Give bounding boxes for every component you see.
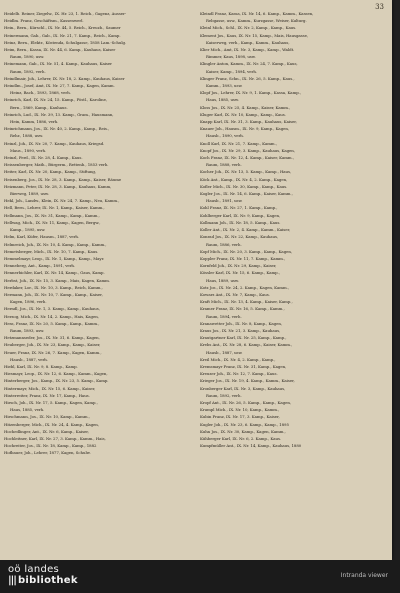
directory-entry: Raum, 1892, verh. bbox=[206, 392, 242, 398]
directory-entry: Herbst, Joh., IX. Nr. 15, 3. Kamp., Mais, Kagen, Kamm. bbox=[4, 277, 110, 283]
directory-entry: Krautgartner Karl, IX. Nr. 25, Kamp., Kamp., bbox=[200, 335, 287, 341]
directory-entry: Heinz, Bern., Elektr., Köstenda, Schulgasse, 1858 Lam.-Schulg. bbox=[4, 39, 127, 45]
directory-entry: Knauer Joh., Hausm., IX. Nr. 9, Kamp., Kagen, bbox=[200, 126, 290, 132]
directory-entry: Raum, 1888, verh. bbox=[206, 162, 242, 168]
directory-entry: Haus, 1885, usw. bbox=[206, 97, 239, 103]
directory-entry: Heiter, Karl, IX. Nr. 20, Kamp., Kamp., Stiftung, bbox=[4, 169, 97, 175]
directory-entry: Heindlmair, Joh., Lehrer, IX. Nr. 18, 2. Kamp., Kauhaus, Kaiser bbox=[4, 75, 125, 81]
directory-entry: Hemetsberger, Mich., IX. Nr. 10, 7. Kamp., Kaus. bbox=[4, 248, 99, 254]
directory-entry: Kuhn Jos., IX. Nr. 30, Kamp., Kagen, Kamm., bbox=[200, 428, 286, 434]
directory-entry: Heizmann, Peter, IX. Nr. 28, 3. Kamp., Kauhaus, Kamm, bbox=[4, 183, 112, 189]
directory-entry: Bern., 1869, Kamp., Kauhaus. bbox=[10, 104, 68, 110]
directory-entry: Heinrichmann, Jos., IX. Nr. 40, 2. Kamp., Kamp., Reis., bbox=[4, 126, 110, 132]
directory-entry: Henneberg, Ant., Kamp., 1891, verh. bbox=[4, 263, 76, 269]
directory-entry: Kohlberger Karl, IX. Nr. 9, Kamp., Kagen, bbox=[200, 212, 281, 218]
directory-entry: Kamm., 1893, usw. bbox=[206, 83, 243, 89]
directory-entry: Kramer Franz, IX. Nr. 16, 5. Kamp., Kamm., bbox=[200, 306, 285, 312]
logo-line-2 bbox=[8, 575, 78, 586]
logo-line-2-text: bibliothek bbox=[17, 575, 78, 586]
directory-entry: Hochedlinger, Ant., IX. Nr. 6, Kamp., Kaiser, bbox=[4, 428, 89, 434]
directory-entry: Hiesmayr, Leop., IX. Nr. 12, 6. Kamp., Kamm., Kagen, bbox=[4, 371, 108, 377]
directory-entry: Raum, 1894, verh. bbox=[206, 313, 242, 319]
directory-entry: Rebgasse, usw., Kamm., Kurzgasse, Weiser, Kulturg. bbox=[206, 18, 307, 24]
directory-entry: Hess, Franz, IX. Nr. 20, 5. Kamp., Kamp., Kamm., bbox=[4, 320, 100, 326]
directory-entry: Hekl, Joh., Landw., Klein, IX. Nr. 24, 7. Kamp., Neu, Kamm., bbox=[4, 198, 120, 204]
directory-entry: Krebs Ant., IX. Nr. 28, 6. Kamp., Kaiser, Kamm., bbox=[200, 342, 293, 348]
directory-entry: Kumpfmüller Ant., IX. Nr. 14, Kamp., Kauhaus, 1880 bbox=[200, 443, 302, 449]
directory-entry: Hellwag, Mich., IX. Nr. 11, Kamp., Kagen, Bergw., bbox=[4, 219, 101, 225]
directory-entry: Kronberger Karl, IX. Nr. 3, Kamp., Kauhaus, bbox=[200, 385, 286, 391]
directory-entry: Heinrich, Lud., IX. Nr. 39, 13. Kamp., Gram., Hausmann, bbox=[4, 111, 114, 117]
directory-entry: Hinterreiter, Franz, IX. Nr. 17, Kamp., Haus. bbox=[4, 392, 90, 398]
directory-entry: Kraus Jos., IX. Nr. 21, 3. Kamp., Kauhaus, bbox=[200, 327, 281, 333]
directory-entry: Kopf Mich., IX. Nr. 20, 3. Kamp., Kamp., Kagen, bbox=[200, 248, 293, 254]
directory-entry: Hemmelmayr, Leop., IX. Nr. 1, Kamp., Kamp., Mayr. bbox=[4, 255, 105, 261]
directory-entry: Bierweg, 1889, usw. bbox=[10, 191, 49, 197]
directory-entry: Heinemann, Gab., IX. Nr. 51, 4. Kamp., Kauhaus, Kaiser bbox=[4, 61, 112, 67]
directory-entry: Köck Ant., Kamp., IX. Nr. 4, 2. Kamp., Kagen, bbox=[200, 176, 288, 182]
logo-line-1: oö landes bbox=[8, 564, 60, 575]
directory-entry: Kohl Franz, IX. Nr. 27, 1. Kamp., Kamp., bbox=[200, 205, 278, 211]
directory-entry: Helmreich, Joh., IX. Nr. 10, 4. Kamp., Kamp., Kamm., bbox=[4, 241, 107, 247]
directory-entry: Kagen, 1896, verh. bbox=[10, 299, 47, 305]
library-logo[interactable] bbox=[8, 564, 78, 586]
directory-entry: Krumpl Mich., IX. Nr. 10, Kamp., Kamm., bbox=[200, 407, 280, 413]
directory-entry: Heinzl, Joh., IX. Nr. 20, 7. Kamp., Kauhaus, Kriegsd. bbox=[4, 140, 105, 146]
directory-entry: Klier Mich., Amt, IX. Nr. 3, Kamp., Kamp., Waldt. bbox=[200, 47, 295, 53]
directory-entry: Kugler Joh., IX. Nr. 23, 6. Kamp., Kamp., 1895 bbox=[200, 421, 289, 427]
directory-entry: Kofler Mich., IX. Nr. 30, Kamp., Kamp., Kaus. bbox=[200, 183, 288, 189]
directory-entry: Rimmer, Kaus, 1898, usw. bbox=[206, 54, 256, 60]
directory-entry: Heisenberg, Jos., IX. Nr. 28, 3. Kamp., Kamp., Kaiser, Räume bbox=[4, 176, 122, 182]
directory-entry: Kocher Joh., IX. Nr. 13, 5. Kamp., Kamp., Haus, bbox=[200, 169, 292, 175]
directory-entry: Heim, Bern., Kassa, IX. Nr. 44, 6. Kamp., Kauhaus, Kaiser bbox=[4, 47, 116, 53]
directory-entry: Heissenberger, Math., Bürgerm., Rettenb., 1853 verh. bbox=[4, 162, 109, 168]
directory-entry: Hausb., 1887, verh. bbox=[10, 356, 48, 362]
directory-entry: Kluger Karl, IX. Nr. 10, Kamp., Kamp., Kaus. bbox=[200, 111, 286, 117]
directory-entry: Haus, 1889, usw. bbox=[206, 277, 239, 283]
directory-entry: Koller Ant., IX. Nr. 2, 4. Kamp., Kamm., Kaiser, bbox=[200, 227, 291, 233]
directory-entry: Heinzl, Ferd., IX. Nr. 28, 4. Kamp., Kaus. bbox=[4, 155, 83, 161]
viewer-footer bbox=[0, 560, 400, 593]
directory-entry: Hausb., 1890, verh. bbox=[206, 133, 244, 139]
directory-entry: Kubin Franz, IX. Nr. 17, 3. Kamp., Kaiser, bbox=[200, 414, 280, 420]
directory-entry: Kranawetter Joh., IX. Nr. 8, Kamp., Kagen, bbox=[200, 320, 283, 326]
directory-entry: Kaiser, Kamp., 1894, verh. bbox=[206, 68, 257, 74]
directory-entry: Hofbauer, Joh., Lehrer, 1877, Kagen, Schulw. bbox=[4, 450, 91, 456]
directory-entry: Hochleitner, Karl, IX. Nr. 27, 3. Kamp., Kamm., Hais, bbox=[4, 435, 106, 441]
directory-entry: Herzog, Mich., IX. Nr. 14, 2. Kamp., Hais, Kagen, bbox=[4, 313, 99, 319]
directory-entry: Helm, Karl, Küfer, Hausm., 1887, verh. bbox=[4, 234, 80, 240]
directory-entry: Raum, 1886, verh. bbox=[206, 241, 242, 247]
directory-entry: Kreil Mich., IX. Nr. 4, 2. Kamp., Kamp., bbox=[200, 356, 276, 362]
directory-entry: Hiebl, Karl, IX. Nr. 9, 8. Kamp., Kamp. bbox=[4, 363, 78, 369]
directory-entry: Kotz Jos., IX. Nr. 24, 2. Kamp., Kagen, Kamm., bbox=[200, 284, 289, 290]
directory-entry: Knopf Jos., IX. Nr. 29, 3. Kamp., Kauhaus, Kagen, bbox=[200, 147, 295, 153]
directory-entry: Kaiserweg, verh., Kamp., Kamm., Kauhaus, bbox=[206, 39, 290, 45]
logo-bars-icon: ||| bbox=[8, 575, 16, 586]
directory-entry: Heinrich, Karl, IX. Nr. 24, 15. Kamp., Pöstl., Karoline, bbox=[4, 97, 108, 103]
directory-entry: Klinger Franz, Schn., IX. Nr. 26, 5. Kamp., Kaus., bbox=[200, 75, 295, 81]
page-number: 33 bbox=[375, 3, 384, 11]
directory-entry: Raum, 1890, usw. bbox=[10, 54, 45, 60]
directory-entry: Heuberger, Joh., IX. Nr. 23, Kamp., Kamp., Kaiser, bbox=[4, 342, 101, 348]
directory-entry: Hirsch, Joh., IX. Nr. 17, 5. Kamp., Kagen, Kamp., bbox=[4, 399, 98, 405]
directory-entry: Heidlm. Franz, Geschäftsm., Kassenwerl. bbox=[4, 18, 84, 24]
directory-entry: Kössler Karl, IX. Nr. 15, 6. Kamp., Kamp., bbox=[200, 270, 280, 276]
directory-entry: Heinermann, Gab., Gab., IX. Nr. 21, 7. Kamp., Reich., Kamp. bbox=[4, 32, 121, 38]
directory-entry: Kropf Ant., IX. Nr. 26, 5. Kamp., Kamp., Kagen, bbox=[200, 399, 291, 405]
directory-entry: Kühberger Karl, IX. Nr. 6, 2. Kamp., Kaus. bbox=[200, 435, 282, 441]
directory-entry: Raum, 1893, usw. bbox=[10, 327, 45, 333]
directory-entry: Klopf Jos., Lehrer, IX. Nr. 9, 1. Kamp., Kassa, Kamp., bbox=[200, 90, 302, 96]
directory-entry: Knoll Karl, IX. Nr. 21, 7. Kamp., Kamm., bbox=[200, 140, 277, 146]
directory-entry: Kremsmayr Franz, IX. Nr. 31, Kamp., Kagen, bbox=[200, 363, 287, 369]
directory-entry: Hein., Bern., Kürschl., IX. Nr. 44, 5. Reich., Kreuzb., Saumer bbox=[4, 25, 121, 31]
directory-entry: Hitzenberger, Mich., IX. Nr. 24, 4. Kamp., Kagen, bbox=[4, 421, 99, 427]
directory-entry: Kowarz Ant., IX. Nr. 7, Kamp., Kaus. bbox=[200, 291, 270, 297]
directory-entry: Maus., 1890, verh. bbox=[10, 147, 47, 153]
directory-entry: Hellmann, Jos., IX. Nr. 31, Kamp., Kamp., Kamm., bbox=[4, 212, 100, 218]
directory-entry: Raum, 1892, verh. bbox=[10, 68, 46, 74]
directory-entry: Koppler Franz, IX. Nr. 11, 7. Kamp., Kamm., bbox=[200, 255, 286, 261]
directory-entry: Heidelb. Reiner, Ziegelw., IX. Hr. 23, 1. Reich., Gagenz, Ausser- bbox=[4, 11, 127, 16]
directory-entry: Hirschmann, Jos., IX. Nr. 10, Kamp., Kamm., bbox=[4, 414, 90, 420]
left-column bbox=[4, 10, 192, 556]
directory-entry: Hausb., 1891, usw. bbox=[206, 198, 243, 204]
directory-entry: Rehr., 1888, usw. bbox=[10, 133, 44, 139]
directory-entry: Kreuzer Joh., IX. Nr. 12, 7. Kamp., Kaus. bbox=[200, 371, 278, 377]
directory-entry: Kleinl Mich., Schl., IX. Nr. 2, Kamp., Kamp., Kaus. bbox=[200, 25, 297, 31]
directory-entry: Kogler Jos., IX. Nr. 14, 6. Kamp., Kaiser, Kamm., bbox=[200, 191, 293, 197]
directory-entry: Kloss Jos., IX. Nr. 25, 4. Kamp., Kaiser, Kamm., bbox=[200, 104, 291, 110]
directory-entry: Heinz, Bach., 1893, 1868, verh. bbox=[10, 90, 71, 96]
directory-entry: Krieger Jos., IX. Nr. 19, 4. Kamp., Kamm., Kaiser, bbox=[200, 378, 295, 384]
viewer-label: Intranda viewer bbox=[340, 572, 388, 579]
directory-entry: Kornfeld Joh., IX. Nr. 29, Kamp., Kaiser, bbox=[200, 263, 277, 269]
directory-entry: Kraft Mich., IX. Nr. 13, 4. Kamp., Kaiser, Kamp., bbox=[200, 299, 293, 305]
directory-entry: Heuer, Franz, IX. Nr. 26, 7. Kamp., Kagen, Kamm., bbox=[4, 349, 102, 355]
directory-entry: Kleindl Franz, Kassa, IX. Nr. 14, 6. Kamp., Kamm., Kassen, bbox=[200, 11, 314, 16]
directory-entry: Hell, Bern., Lehrer, IX. Nr. 1, Kamp., Kaiser, Kamm., bbox=[4, 205, 105, 211]
directory-entry: Haus, 1885, verh. bbox=[10, 407, 45, 413]
directory-entry: Kollmann Joh., IX. Nr. 18, 5. Kamp., Kaus. bbox=[200, 219, 281, 225]
directory-entry: Hein, Kamm, 1886, verh. bbox=[10, 119, 59, 125]
directory-entry: Herdaker, Lor., IX. Nr. 10, 3. Kamp., Reich, Kamm., bbox=[4, 284, 103, 290]
directory-entry: Hochreiter, Jos., IX. Nr. 18, Kamp., Kamp., 1882 bbox=[4, 443, 97, 449]
directory-entry: Herndl, Jos., IX. Nr. 1, 3. Kamp., Kamp., Kauhaus, bbox=[4, 306, 100, 312]
directory-entry: Hermann, Joh., IX. Nr. 10, 7. Kamp., Kamp., Kaiser, bbox=[4, 291, 103, 297]
directory-entry: Hintermayr, Mich., IX. Nr. 15, 6. Kamp., Kaiser, bbox=[4, 385, 96, 391]
directory-entry: Kamp., 1895, usw. bbox=[10, 227, 46, 233]
directory-entry: Koch Franz, IX. Nr. 12, 4. Kamp., Kaiser, Kamm., bbox=[200, 155, 294, 161]
directory-entry: Hennerbichler, Karl, IX. Nr. 14, Kamp., Gaus, Kamp. bbox=[4, 270, 105, 276]
directory-entry: Hausb., 1887, usw. bbox=[206, 349, 243, 355]
directory-entry: Heindlm., Josef, Amt, IX. Nr. 27, 7. Kamp., Kagen, Kamm. bbox=[4, 83, 115, 89]
page-columns bbox=[4, 10, 388, 556]
directory-entry: Klingler Anton, Kamm., IX. Nr. 24, 7. Kamp., Kaus, bbox=[200, 61, 298, 67]
right-column bbox=[200, 10, 388, 556]
directory-entry: Konrad Jos., IX. Nr. 22, Kamp., Kauhaus, bbox=[200, 234, 279, 240]
directory-entry: Hetzmannseder, Jos., IX. Nr. 31, 6. Kamp., Kagen, bbox=[4, 335, 100, 341]
directory-entry: Knapp Karl, IX. Nr. 31, 3. Kamp., Kauhaus, Kaiser, bbox=[200, 119, 297, 125]
directory-entry: Klement Jos., Kaus, IX. Nr. 15, Kamp., Mais, Hausgasse, bbox=[200, 32, 309, 38]
directory-entry: Hinterberger, Jos., Kamp., IX. Nr. 23, 5. Kamp., Kamp. bbox=[4, 378, 109, 384]
